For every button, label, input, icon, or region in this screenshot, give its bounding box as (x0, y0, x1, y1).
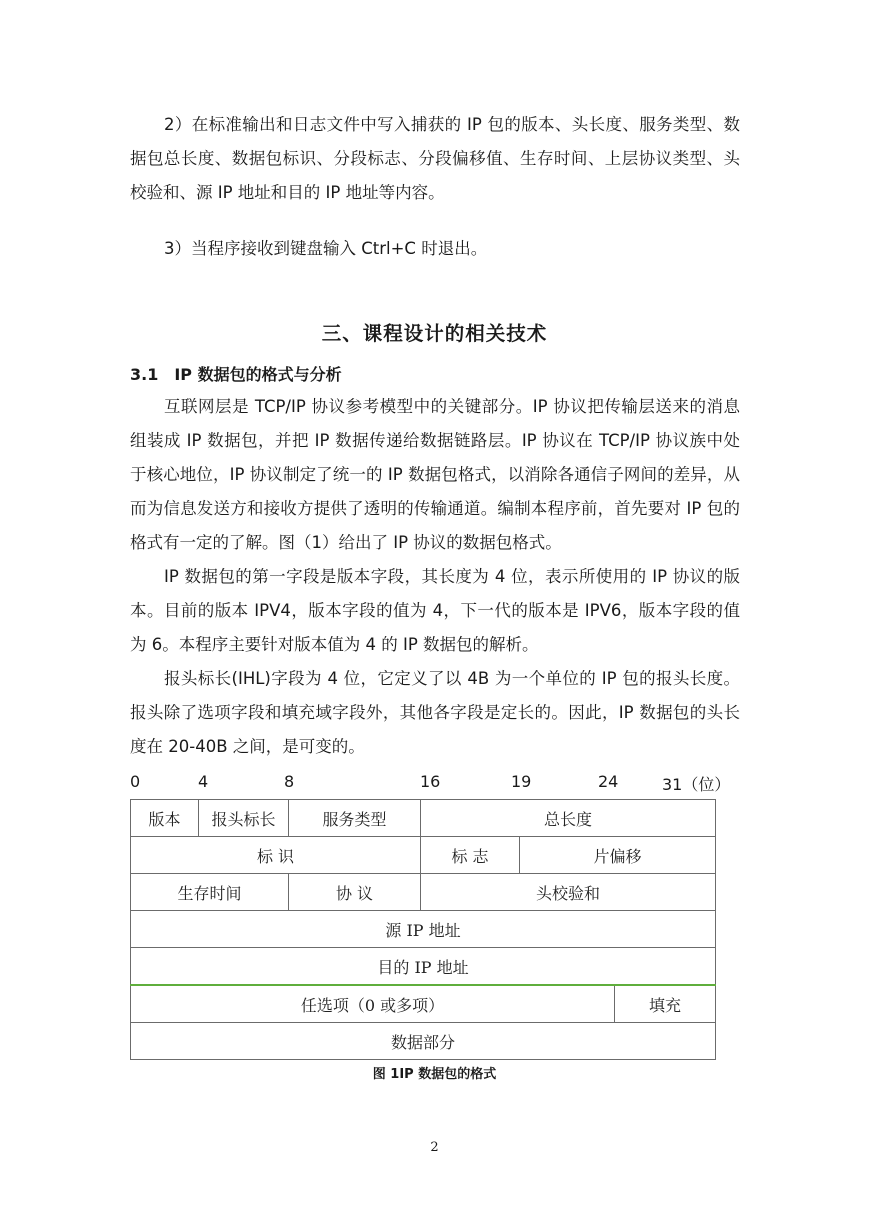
subsection-heading: 3.1 IP 数据包的格式与分析 (130, 365, 342, 384)
field-data: 数据部分 (131, 1023, 716, 1060)
field-protocol: 协 议 (289, 874, 421, 911)
field-total-length: 总长度 (421, 800, 716, 837)
ip-header-format-table (130, 799, 716, 1060)
field-version: 版本 (131, 800, 199, 837)
paragraph-ihl-field: 报头标长(IHL)字段为 4 位，它定义了以 4B 为一个单位的 IP 包的报头长度。报头除了选项字段和填充域字段外，其他各字段是定长的。因此，IP 数据包的头长度在 20-40B 之间，是可变的。 (130, 669, 740, 756)
paragraph-intro: 互联网层是 TCP/IP 协议参考模型中的关键部分。IP 协议把传输层送来的消息组装成 IP 数据包，并把 IP 数据传递给数据链路层。IP 协议在 TCP/IP 协议族中处于核心地位，IP 协议制定了统一的 IP 数据包格式，以消除各通信子网间的差异，从而为信息发送方和接收方提供了透明的传输通道。编制本程序前，首先要对 IP 包的格式有一定的了解。图（1）给出了 IP 协议的数据包格式。 (130, 397, 740, 552)
bit-label: 19 (511, 772, 532, 791)
field-source-ip: 源 IP 地址 (131, 911, 716, 948)
paragraph-item-2: 2）在标准输出和日志文件中写入捕获的 IP 包的版本、头长度、服务类型、数据包总长度、数据包标识、分段标志、分段偏移值、生存时间、上层协议类型、头校验和、源 IP 地址和目的 IP 地址等内容。 (130, 115, 740, 202)
bit-label: 0 (130, 772, 141, 791)
bit-label: 8 (284, 772, 295, 791)
bit-label: 31（位） (662, 775, 731, 794)
field-dest-ip: 目的 IP 地址 (131, 948, 716, 986)
field-flags: 标 志 (421, 837, 520, 874)
bit-label: 24 (598, 772, 619, 791)
page-number: 2 (430, 1140, 439, 1155)
field-checksum: 头校验和 (421, 874, 716, 911)
paragraph-item-3: 3）当程序接收到键盘输入 Ctrl+C 时退出。 (164, 239, 488, 258)
field-tos: 服务类型 (289, 800, 421, 837)
field-identification: 标 识 (131, 837, 421, 874)
bit-label: 16 (420, 772, 441, 791)
field-padding: 填充 (615, 985, 716, 1023)
field-options: 任选项（0 或多项） (131, 985, 615, 1023)
paragraph-version-field: IP 数据包的第一字段是版本字段，其长度为 4 位，表示所使用的 IP 协议的版本。目前的版本 IPV4，版本字段的值为 4，下一代的版本是 IPV6，版本字段的值为 6。本程序主要针对版本值为 4 的 IP 数据包的解析。 (130, 567, 740, 654)
field-fragment-offset: 片偏移 (520, 837, 716, 874)
bit-label: 4 (198, 772, 209, 791)
field-ttl: 生存时间 (131, 874, 289, 911)
field-ihl: 报头标长 (199, 800, 289, 837)
section-heading: 三、课程设计的相关技术 (321, 322, 548, 345)
figure-caption: 图 1IP 数据包的格式 (372, 1067, 497, 1082)
